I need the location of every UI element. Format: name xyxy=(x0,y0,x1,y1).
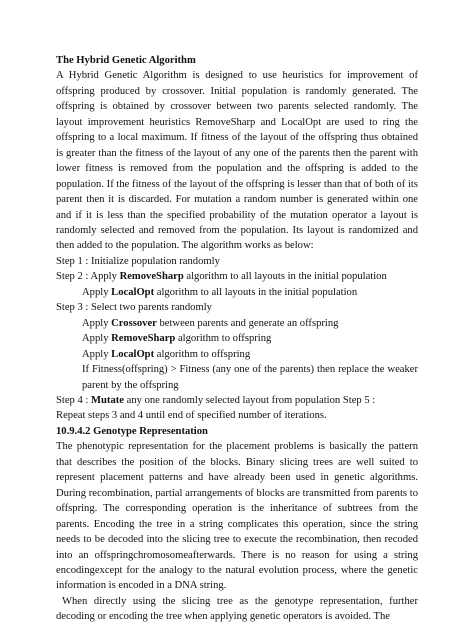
document-page xyxy=(56,53,418,625)
step-3-substep-c xyxy=(82,347,418,362)
step-2-substep-keyword: LocalOpt xyxy=(111,286,155,298)
step-3: Step 3 : Select two parents randomly xyxy=(56,302,212,314)
paragraph-genotype-2: When directly using the slicing tree as the genotype representation, further decoding or encoding the tree when applying genetic operators is avoided. The xyxy=(56,595,418,623)
step-2-substep-suffix: algorithm to all layouts in the initial population xyxy=(154,286,358,298)
paragraph-hybrid-ga: A Hybrid Genetic Algorithm is designed to use heuristics for improvement of offspring produced by crossover. Initial population is randomly generated. The offspring is obtained by crossover between two parents selected randomly. The layout improvement heuristics RemoveSharp and LocalOpt are used to ring the offspring to a local maximum. If fitness of the layout of the offspring thus obtained is greater than the fitness of the layout of any one of the parents then the parent with lower fitness is removed from the population and the offspring is added to the population. If the fitness of the layout of the offspring is lesser than that of both of its parent then it is discarded. For mutation a random number is generated within one and if it is less than the specified probability of the mutation operator a layout is randomly selected and removed from the population. Its layout is randomized and then added to the population. The algorithm works as below: xyxy=(56,70,418,252)
step-2-keyword: RemoveSharp xyxy=(119,271,184,283)
step-3c-prefix: Apply xyxy=(82,348,112,360)
step-3-substep-a xyxy=(82,316,418,331)
step-3a-prefix: Apply xyxy=(82,317,112,329)
step-3b-prefix: Apply xyxy=(82,333,112,345)
step-3c-suffix: algorithm to offspring xyxy=(154,348,251,360)
step-3-substep-b xyxy=(82,331,418,346)
step-3b-keyword: RemoveSharp xyxy=(111,333,176,345)
paragraph-genotype-1: The phenotypic representation for the placement problems is basically the pattern that describes the position of the blocks. Binary slicing trees are well suited to represent placement patterns and have already been used in genetic algorithms. During recombination, partial arrangements of blocks are transmitted from parents to offspring. The corresponding operation is the inheritance of subtrees from the parents. Encoding the tree in a string complicates this operation, since the string needs to be decoded into the slicing tree to execute the recombination, then recoded into an offspringchromosomeafterwards. There is no reason for using a string encodingexcept for the analogy to the natural evolution process, where the genetic information is encoded in a DNA string. xyxy=(56,441,418,592)
section-title-hybrid-ga: The Hybrid Genetic Algorithm xyxy=(56,55,196,66)
step-4-keyword: Mutate xyxy=(91,394,124,406)
step-1: Step 1 : Initialize population randomly xyxy=(56,255,220,267)
step-3a-keyword: Crossover xyxy=(111,317,157,329)
step-3b-suffix: algorithm to offspring xyxy=(175,333,272,345)
step-5-text: Repeat steps 3 and 4 until end of specified number of iterations. xyxy=(56,410,327,422)
step-2 xyxy=(56,269,418,284)
step-4-suffix: any one randomly selected layout from population Step 5 : xyxy=(123,394,376,406)
step-4-prefix: Step 4 : xyxy=(56,394,92,406)
step-2-substep-prefix: Apply xyxy=(82,286,112,298)
step-2-prefix: Step 2 : Apply xyxy=(56,271,120,283)
step-3a-suffix: between parents and generate an offspring xyxy=(156,317,339,329)
step-2-suffix: algorithm to all layouts in the initial population xyxy=(183,271,387,283)
step-2-substep xyxy=(82,285,418,300)
section-title-genotype: 10.9.4.2 Genotype Representation xyxy=(56,425,208,437)
step-4 xyxy=(56,393,418,408)
step-3c-keyword: LocalOpt xyxy=(111,348,155,360)
step-3-substep-d: If Fitness(offspring) > Fitness (any one of the parents) then replace the weaker parent by the offspring xyxy=(82,364,418,391)
